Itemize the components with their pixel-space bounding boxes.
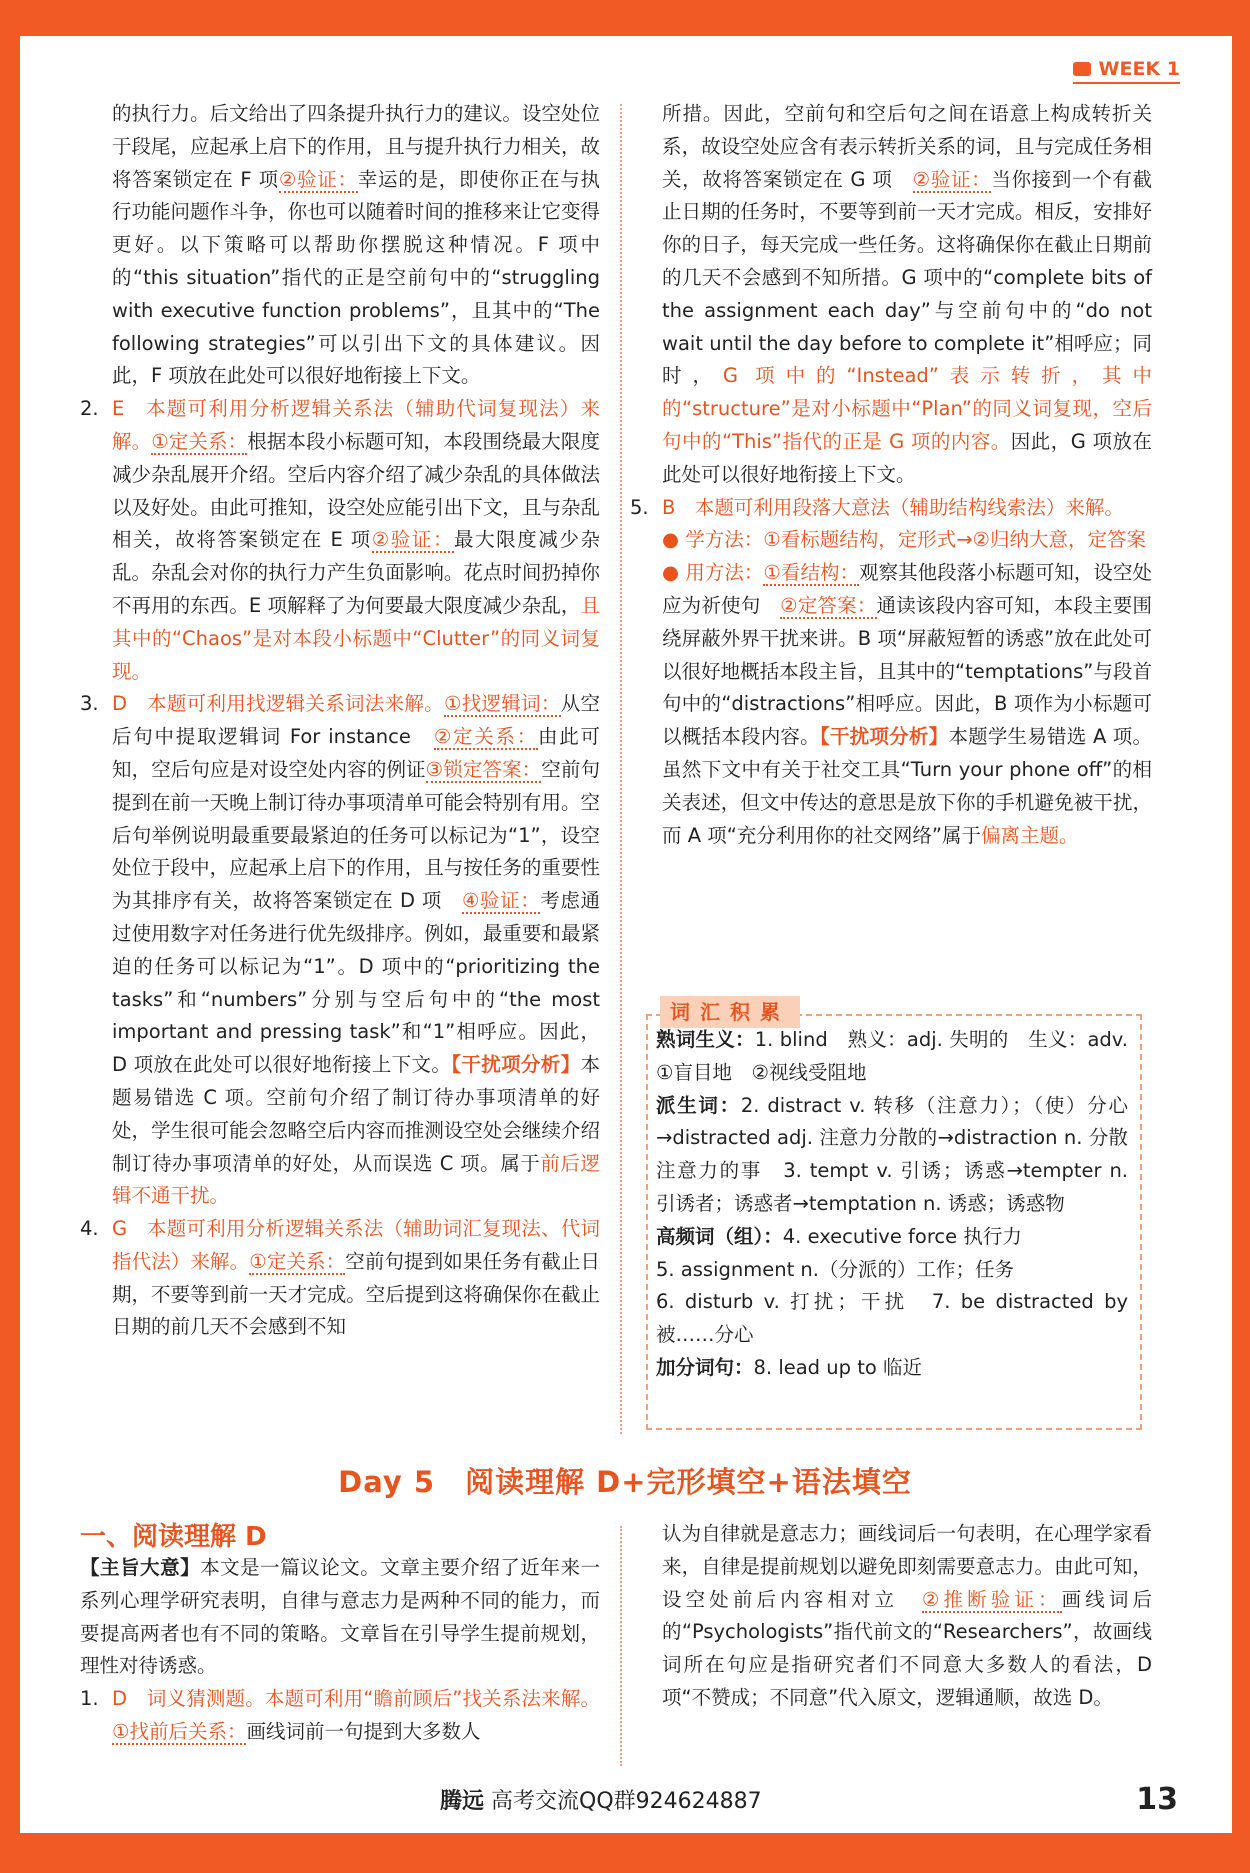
answer-2: 2. E 本题可利用分析逻辑关系法（辅助代词复现法）来解。①定关系：根据本段小标题可知，本段围绕最大限度减少杂乱展开介绍。空后内容介绍了减少杂乱的具体做法以及好处。由此可推知，设空处应能引出下文，且与杂乱相关，故将答案锁定在 E 项②验证：最大限度减少杂乱。杂乱会对你的执行力产生负面影响。花点时间扔掉你不再用的东西。E 项解释了为何要最大限度减少杂乱，且其中的“Chaos”是对本段小标题中“Clutter”的同义词复现。	[80, 397, 600, 683]
bottom-border	[0, 1833, 1250, 1873]
answer-4-continued: 所措。因此，空前句和空后句之间在语意上构成转折关系，故设空处应含有表示转折关系的词，且与完成任务相关，故将答案锁定在 G 项 ②验证：当你接到一个有截止日期的任务时，不要等到前一天才完成。相反，安排好你的日子，每天完成一些任务。这将确保你在截止日期前的几天不会感到不知所措。G 项中的“complete bits of the assignment each day”与空前句中的“do not wait until the day before to complete it”相呼应；同时，G 项中的“Instead”表示转折，其中的“structure”是对小标题中“Plan”的同义词复现，空后句中的“This”指代的正是 G 项的内容。因此，G 项放在此处可以很好地衔接上下文。	[662, 102, 1153, 486]
left-column	[80, 98, 600, 1344]
section-title: 一、阅读理解 D	[80, 1522, 267, 1552]
answer-d1: 1. D 词义猜测题。本题可利用“瞻前顾后”找关系法来解。①找前后关系：画线词前一句提到大多数人	[80, 1687, 600, 1743]
vocab-title: 词汇积累	[660, 996, 800, 1028]
day-title: Day 5 阅读理解 D+完形填空+语法填空	[338, 1465, 912, 1499]
top-border	[0, 0, 1250, 36]
answer-5: 5. B 本题可利用段落大意法（辅助结构线索法）来解。 ● 学方法：①看标题结构，定形式→②归纳大意，定答案 ● 用方法：①看结构：观察其他段落小标题可知，设空处应为祈使句 ②定答案：通读该段内容可知，本段主要围绕屏蔽外界干扰来讲。B 项“屏蔽短暂的诱惑”放在此处可以很好地概括本段主旨，且其中的“temptations”与段首句中的“distractions”相呼应。因此，B 项作为小标题可以概括本段内容。【干扰项分析】本题学生易错选 A 项。虽然下文中有关于社交工具“Turn your phone off”的相关表述，但文中传达的意思是放下你的手机避免被干扰，而 A 项“充分利用你的社交网络”属于偏离主题。	[630, 495, 1152, 847]
left-border	[0, 0, 20, 1873]
column-divider-lower	[620, 1526, 622, 1766]
day-left-column	[80, 1552, 600, 1749]
page-number: 13	[1136, 1782, 1178, 1817]
main-idea: 【主旨大意】本文是一篇议论文。文章主要介绍了近年来一系列心理学研究表明，自律与意志力是两种不同的能力，而要提高两者也有不同的策略。文章旨在引导学生提前规划，理性对待诱惑。	[80, 1556, 600, 1678]
bookmark-icon	[1073, 62, 1091, 76]
vocab-body: 熟词生义：1. blind 熟义：adj. 失明的 生义：adv. ①盲目地 ②视线受阻地 派生词：2. distract v. 转移（注意力）；（使）分心→distracted adj. 注意力分散的→distraction n. 分散注意力的事 3. tempt v. 引诱；诱惑→tempter n. 引诱者；诱惑者→temptation n. 诱惑；诱惑物 高频词（组）：4. executive force 执行力 5. assignment n.（分派的）工作；任务 6. disturb v. 打扰；干扰 7. be distracted by 被……分心 加分词句：8. lead up to 临近	[656, 1028, 1128, 1379]
answer-3: 3. D 本题可利用找逻辑关系词法来解。①找逻辑词：从空后句中提取逻辑词 For instance ②定关系：由此可知，空后句应是对设空处内容的例证③锁定答案：空前句提到在前一天晚上制订待办事项清单可能会特别有用。空后句举例说明最重要最紧迫的任务可以标记为“1”，设空处位于段中，应起承上启下的作用，且与按任务的重要性为其排序有关，故将答案锁定在 D 项 ④验证：考虑通过使用数字对任务进行优先级排序。例如，最重要和最紧迫的任务可以标记为“1”。D 项中的“prioritizing the tasks”和“numbers”分别与空后句中的“the most important and pressing task”和“1”相呼应。因此，D 项放在此处可以很好地衔接上下文。【干扰项分析】本题易错选 C 项。空前句介绍了制订待办事项清单的好处，学生很可能会忽略空后内容而推测设空处会继续介绍制订待办事项清单的好处，从而误选 C 项。属于前后逻辑不通干扰。	[80, 692, 600, 1208]
week-label: WEEK 1	[1073, 58, 1180, 84]
column-divider	[620, 104, 622, 1434]
right-border	[1232, 0, 1250, 1873]
day-right-column: 认为自律就是意志力；画线词后一句表明，在心理学家看来，自律是提前规划以避免即刻需要意志力。由此可知，设空处前后内容相对立 ②推断验证：画线词后的“Psychologists”指代前文的“Researchers”，故画线词所在句应是指研究者们不同意大多数人的看法，D 项“不赞成；不同意”代入原文，逻辑通顺，故选 D。	[662, 1522, 1152, 1709]
right-column	[630, 98, 1153, 852]
footer: 腾远 高考交流QQ群924624887	[440, 1789, 762, 1814]
answer-4: 4. G 本题可利用分析逻辑关系法（辅助词汇复现法、代词指代法）来解。①定关系：空前句提到如果任务有截止日期，不要等到前一天才完成。空后提到这将确保你在截止日期的前几天不会感到不知	[80, 1217, 600, 1339]
intro-paragraph: 的执行力。后文给出了四条提升执行力的建议。设空处位于段尾，应起承上启下的作用，且与提升执行力相关，故将答案锁定在 F 项②验证：幸运的是，即使你正在与执行功能问题作斗争，你也可以随着时间的推移来让它变得更好。以下策略可以帮助你摆脱这种情况。F 项中的“this situation”指代的正是空前句中的“struggling with executive function problems”，且其中的“The following strategies”可以引出下文的具体建议。因此，F 项放在此处可以很好地衔接上下文。	[112, 102, 600, 388]
